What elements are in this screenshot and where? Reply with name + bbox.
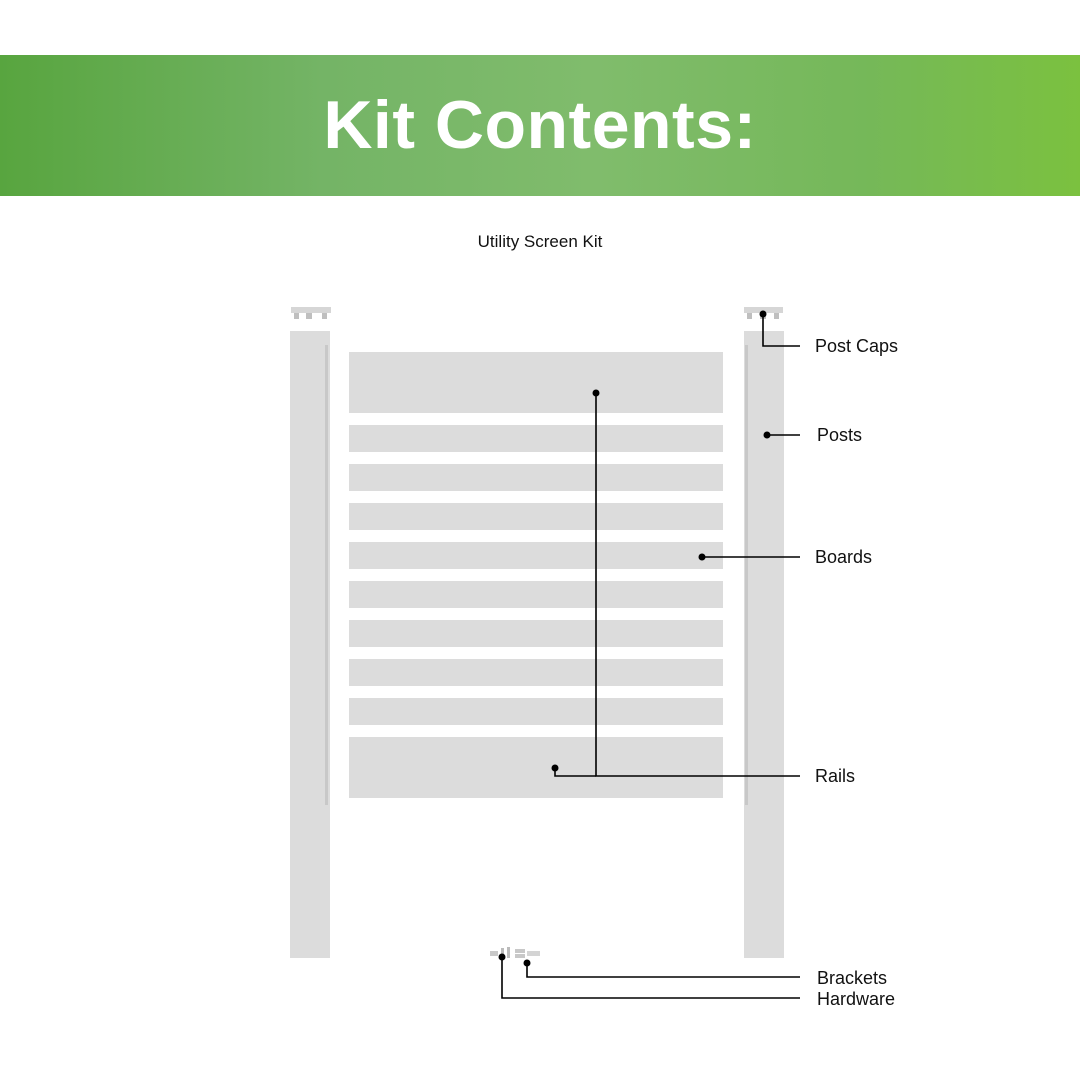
post-right (744, 331, 784, 958)
brackets-label: Brackets (817, 968, 888, 988)
boards-dot (699, 554, 706, 561)
board (349, 581, 723, 608)
rails-dot-top (593, 390, 600, 397)
boards-label: Boards (815, 547, 873, 567)
post-caps-dot (760, 311, 767, 318)
page-title: Kit Contents: (323, 86, 757, 163)
kit-name: Utility Screen Kit (477, 232, 603, 251)
posts-dot (764, 432, 771, 439)
board (349, 503, 723, 530)
brackets-leader (527, 963, 800, 977)
posts-label: Posts (817, 425, 863, 445)
post-left (290, 331, 330, 958)
rails-dot-bottom (552, 765, 559, 772)
board (349, 464, 723, 491)
board (349, 698, 723, 725)
hardware-dot (499, 954, 506, 961)
rail-top (349, 352, 723, 413)
board (349, 425, 723, 452)
hardware-label: Hardware (817, 989, 896, 1009)
rails-label: Rails (815, 766, 856, 786)
board (349, 620, 723, 647)
post-caps-label: Post Caps (815, 336, 899, 356)
brackets-dot (524, 960, 531, 967)
rail-bottom (349, 737, 723, 798)
board (349, 542, 723, 569)
brackets-part (515, 949, 540, 958)
board (349, 659, 723, 686)
post-cap-left (291, 307, 331, 319)
